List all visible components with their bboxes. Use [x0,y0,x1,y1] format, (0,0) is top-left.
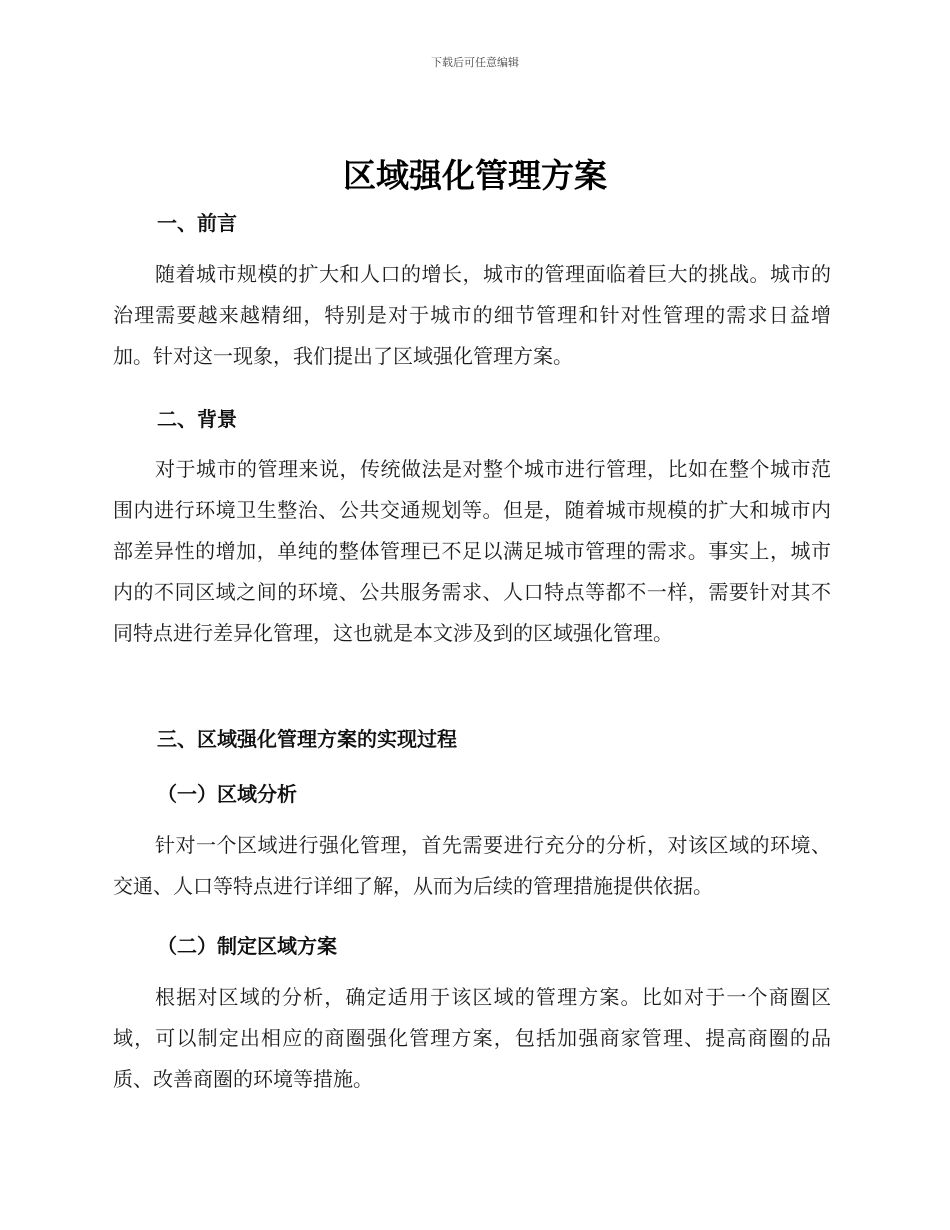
header-note: 下载后可任意编辑 [431,56,519,69]
section-heading-implementation: 三、区域强化管理方案的实现过程 [157,727,457,751]
paragraph-background: 对于城市的管理来说，传统做法是对整个城市进行管理，比如在整个城市范围内进行环境卫生整治、公共交通规划等。但是，随着城市规模的扩大和城市内部差异性的增加，单纯的整体管理已不足以满足城市管理的需求。事实上，城市内的不同区域之间的环境、公共服务需求、人口特点等都不一样，需要针对其不同特点进行差异化管理，这也就是本文涉及到的区域强化管理。 [113,457,831,645]
paragraph-area-analysis: 针对一个区域进行强化管理，首先需要进行充分的分析，对该区域的环境、交通、人口等特点进行详细了解，从而为后续的管理措施提供依据。 [113,833,831,898]
subsection-heading-area-plan: （二）制定区域方案 [157,934,337,958]
document-title: 区域强化管理方案 [343,156,607,195]
subsection-heading-area-analysis: （一）区域分析 [157,782,297,806]
paragraph-preface: 随着城市规模的扩大和人口的增长，城市的管理面临着巨大的挑战。城市的治理需要越来越精细，特别是对于城市的细节管理和针对性管理的需求日益增加。针对这一现象，我们提出了区域强化管理方案。 [113,262,831,368]
section-heading-background: 二、背景 [157,407,237,431]
paragraph-area-plan: 根据对区域的分析，确定适用于该区域的管理方案。比如对于一个商圈区域，可以制定出相应的商圈强化管理方案，包括加强商家管理、提高商圈的品质、改善商圈的环境等措施。 [113,985,831,1091]
section-heading-preface: 一、前言 [157,211,237,235]
